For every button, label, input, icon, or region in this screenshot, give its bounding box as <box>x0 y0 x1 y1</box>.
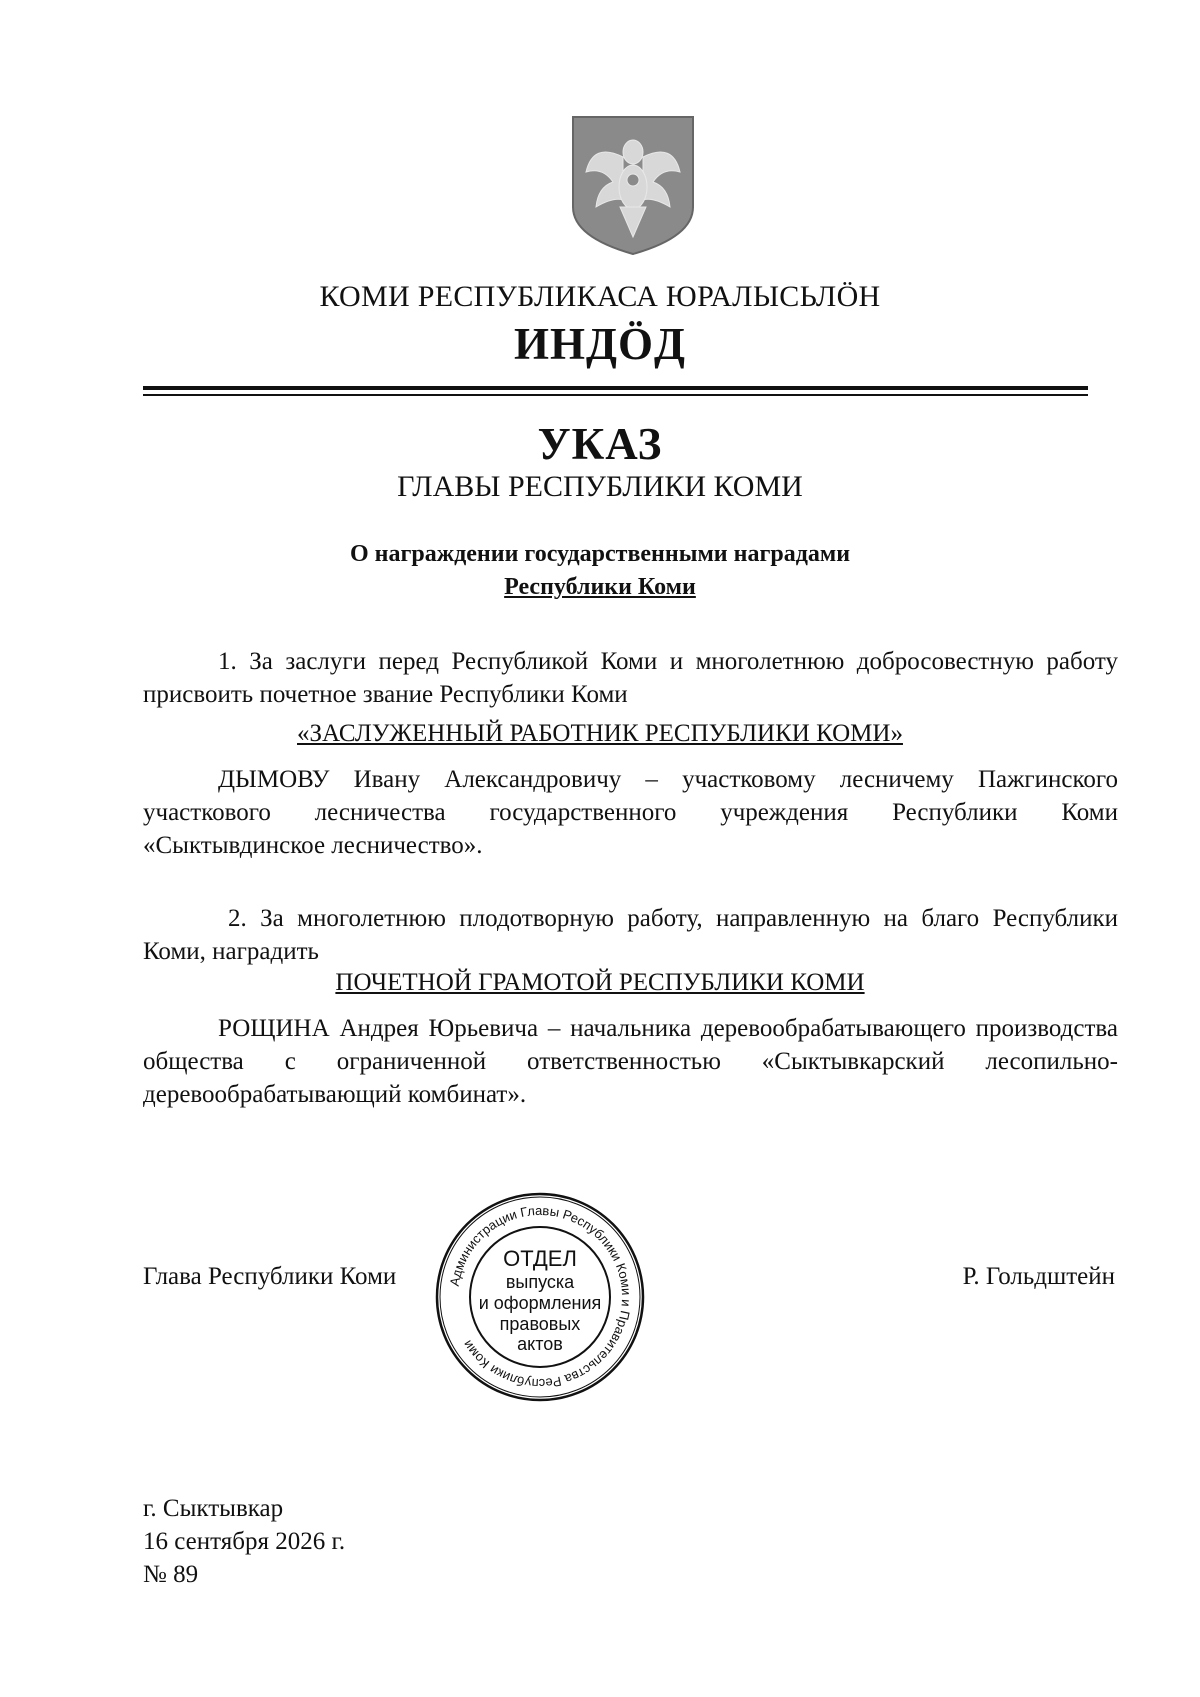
stamp-line-2: выпуска <box>505 1272 575 1292</box>
item-1-text: 1. За заслуги перед Республикой Коми и многолетнюю добросовестную работу присвоить почетное звание Республики Коми <box>143 648 1118 708</box>
document-number: № 89 <box>143 1561 199 1588</box>
doc-type-title: УКАЗ <box>537 419 663 469</box>
signing-date: 16 сентября 2026 г. <box>143 1528 346 1555</box>
place-of-signing: г. Сыктывкар <box>143 1495 284 1522</box>
item-2-person: РОЩИНА Андрея Юрьевича – начальника деревообрабатывающего производства общества с ограниченной ответственностью «Сыктывкарский лесопильно-деревообрабатывающий комбинат». <box>143 1015 1118 1108</box>
issuer-line: ГЛАВЫ РЕСПУБЛИКИ КОМИ <box>397 470 803 503</box>
stamp-line-1: ОТДЕЛ <box>503 1246 577 1271</box>
header-rule-thin <box>143 394 1088 396</box>
item-1-title: «ЗАСЛУЖЕННЫЙ РАБОТНИК РЕСПУБЛИКИ КОМИ» <box>297 720 903 747</box>
coat-of-arms-emblem <box>568 112 698 257</box>
signatory-name: Р. Гольдштейн <box>962 1263 1115 1290</box>
stamp-ring-text: Администрации Главы Республики Коми и Правительства Республики Коми <box>446 1202 635 1392</box>
item-1-person: ДЫМОВУ Ивану Александровичу – участковому лесничему Пажгинского участкового лесничества государственного учреждения Республики Коми «Сыктывдинское лесничество». <box>143 766 1118 859</box>
header-rule-thick <box>143 386 1088 390</box>
official-stamp <box>433 1190 647 1404</box>
subject-line-2: Республики Коми <box>504 574 696 600</box>
item-2-title: ПОЧЕТНОЙ ГРАМОТОЙ РЕСПУБЛИКИ КОМИ <box>335 969 865 996</box>
komi-header-line: КОМИ РЕСПУБЛИКАСА ЮРАЛЫСЬЛӦН <box>319 280 881 313</box>
stamp-line-4: правовых <box>499 1314 581 1334</box>
subject-line-1: О награждении государственными наградами <box>349 541 851 567</box>
item-2-text: 2. За многолетнюю плодотворную работу, направленную на благо Республики Коми, наградить <box>143 905 1118 965</box>
komi-doc-type: ИНДӦД <box>514 319 686 369</box>
stamp-line-3: и оформления <box>478 1293 602 1313</box>
signatory-position: Глава Республики Коми <box>143 1263 397 1290</box>
stamp-line-5: актов <box>517 1334 563 1354</box>
